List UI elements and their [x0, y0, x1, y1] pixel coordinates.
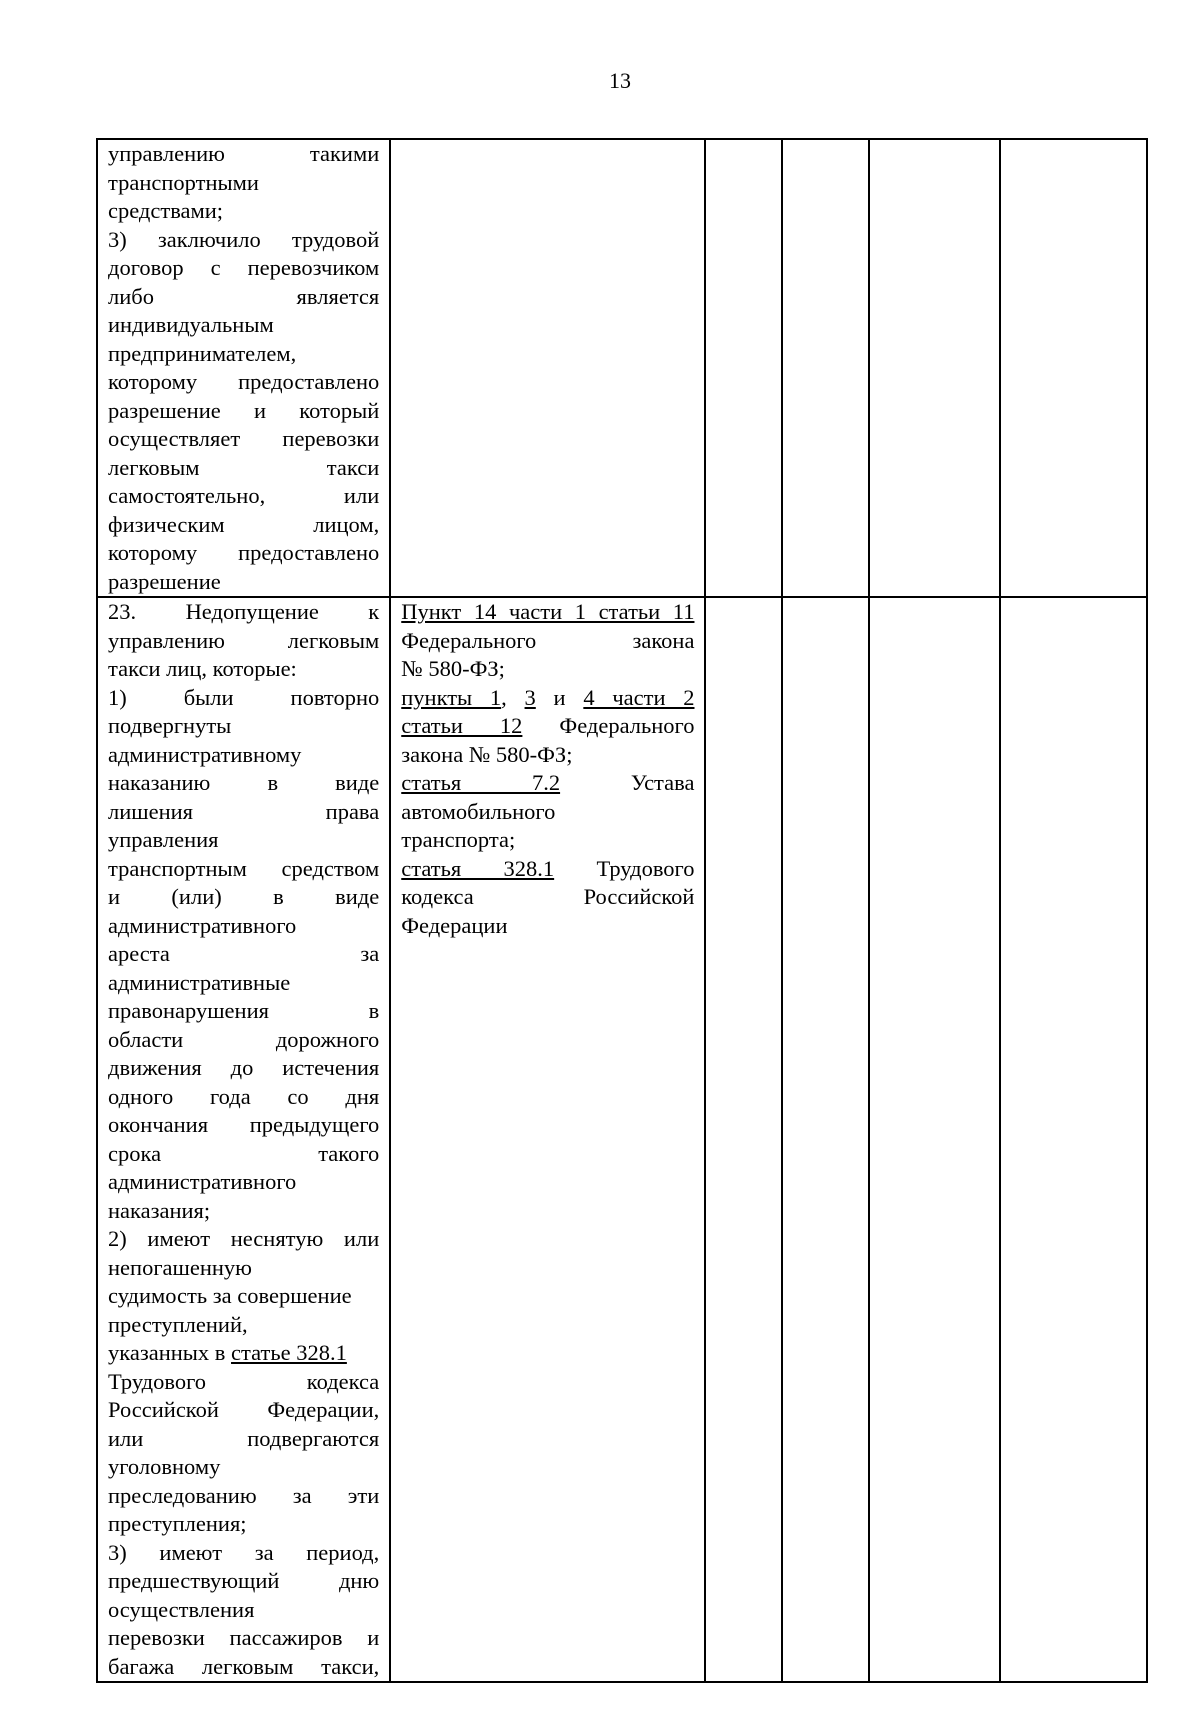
reference-line — [401, 798, 694, 827]
requirement-line-text: преследованию за эти — [108, 1482, 380, 1508]
requirement-line-text: движения до истечения — [108, 1055, 380, 1080]
reference-text-part: автомобильного — [401, 798, 556, 824]
requirement-line — [108, 1653, 379, 1682]
reference-line — [401, 883, 694, 912]
requirement-line-text: предшествующий дню — [108, 1568, 380, 1593]
requirement-line-text: либо является — [108, 283, 380, 309]
requirement-line — [108, 511, 379, 540]
requirement-line-text: управления — [108, 827, 219, 852]
requirement-line — [108, 1482, 379, 1511]
requirement-line — [108, 769, 379, 798]
requirement-line-text: багажа легковым такси, — [108, 1653, 380, 1679]
requirement-line — [108, 1596, 379, 1625]
requirement-text — [108, 140, 379, 596]
requirement-line — [108, 254, 379, 283]
requirement-line-text: самостоятельно, или — [108, 483, 380, 508]
requirement-line-text: осуществляет перевозки — [108, 426, 380, 451]
requirement-line-text: 3) заключило трудовой — [108, 226, 380, 252]
requirement-line — [108, 454, 379, 483]
requirement-line-text: одного года со дня — [108, 1083, 380, 1109]
requirement-line-text: управлению легковым — [108, 627, 380, 653]
requirement-line-text: договор с перевозчиком — [108, 255, 380, 280]
requirement-line-text: срока такого — [108, 1140, 380, 1166]
requirement-line — [108, 1425, 379, 1454]
requirement-line-text: административного — [108, 912, 297, 938]
requirement-cell — [97, 597, 390, 1682]
reference-text-part: № 580-ФЗ; — [401, 656, 505, 681]
reference-text-part: Устава — [560, 770, 695, 795]
requirement-text — [108, 598, 379, 1681]
requirement-line — [108, 197, 379, 226]
requirement-line-text: указанных в — [108, 1340, 232, 1365]
requirement-line-text: такси лиц, которые: — [108, 656, 297, 681]
requirement-line — [108, 855, 379, 884]
requirement-line-text: разрешение и который — [108, 397, 380, 423]
empty-cell — [705, 597, 782, 1682]
requirement-line-text: предпринимателем, — [108, 340, 297, 366]
requirement-line — [108, 311, 379, 340]
empty-cell — [1000, 139, 1147, 597]
requirement-line — [108, 798, 379, 827]
requirement-line-text: перевозки пассажиров и — [108, 1625, 380, 1650]
requirement-line-text: 23. Недопущение к — [108, 599, 380, 624]
requirement-line-text: уголовному — [108, 1454, 221, 1479]
empty-cell — [782, 139, 869, 597]
requirement-line-text: или подвергаются — [108, 1425, 380, 1451]
law-reference-link[interactable]: 4 части 2 — [583, 684, 695, 710]
requirement-line — [108, 741, 379, 770]
reference-line — [401, 855, 694, 884]
reference-line — [401, 741, 694, 770]
law-reference-link[interactable]: пункты 1 — [401, 684, 502, 710]
requirement-line — [108, 1510, 379, 1539]
requirement-line — [108, 568, 379, 597]
reference-text-part: закона № 580-ФЗ; — [401, 741, 573, 767]
requirement-line — [108, 283, 379, 312]
requirement-line-text: правонарушения в — [108, 998, 380, 1023]
reference-text-part: , — [501, 684, 525, 710]
requirement-line — [108, 1311, 379, 1340]
requirement-line — [108, 1197, 379, 1226]
law-reference-link[interactable]: статьи 12 — [401, 713, 523, 738]
reference-text — [401, 598, 694, 940]
requirement-line — [108, 1054, 379, 1083]
reference-cell — [390, 597, 705, 1682]
requirement-line-text: области дорожного — [108, 1026, 380, 1052]
requirement-line — [108, 1624, 379, 1653]
law-reference-link[interactable]: статья 328.1 — [401, 855, 555, 881]
requirement-line — [108, 1396, 379, 1425]
requirement-line — [108, 1453, 379, 1482]
requirement-line-text: транспортным средством — [108, 855, 380, 881]
requirement-line — [108, 1282, 379, 1311]
empty-cell — [782, 597, 869, 1682]
empty-cell — [869, 139, 1000, 597]
requirement-line-text: административному — [108, 741, 302, 767]
page-number: 13 — [609, 68, 631, 93]
requirement-line — [108, 997, 379, 1026]
requirement-line-text: 3) имеют за период, — [108, 1539, 380, 1565]
requirement-line-text: административного — [108, 1169, 297, 1194]
reference-text-part: кодекса Российской — [401, 884, 695, 909]
requirement-line — [108, 1111, 379, 1140]
requirement-line-text: и (или) в виде — [108, 884, 380, 909]
requirement-line — [108, 912, 379, 941]
requirement-line-text: 2) имеют неснятую или — [108, 1226, 380, 1251]
requirement-line-text: осуществления — [108, 1596, 255, 1622]
requirement-line — [108, 1368, 379, 1397]
empty-cell — [1000, 597, 1147, 1682]
reference-text-part: Федерации — [401, 912, 508, 938]
requirement-line — [108, 1168, 379, 1197]
requirement-line — [108, 1140, 379, 1169]
requirement-line-text: судимость за совершение — [108, 1283, 352, 1308]
requirement-line — [108, 684, 379, 713]
requirement-line-text: средствами; — [108, 198, 224, 223]
reference-line — [401, 912, 694, 941]
requirement-line-text: транспортными — [108, 169, 259, 195]
reference-line — [401, 627, 694, 656]
requirement-line — [108, 425, 379, 454]
requirement-line — [108, 340, 379, 369]
requirement-line — [108, 140, 379, 169]
requirement-line-text: Трудового кодекса — [108, 1368, 380, 1394]
reference-text-part: Трудового — [554, 855, 695, 881]
requirement-line — [108, 539, 379, 568]
law-reference-link[interactable]: 3 — [524, 684, 536, 710]
requirement-line — [108, 712, 379, 741]
requirement-line — [108, 883, 379, 912]
table-row — [97, 139, 1147, 597]
table-row — [97, 597, 1147, 1682]
requirement-line-text: непогашенную — [108, 1254, 252, 1280]
requirement-line — [108, 368, 379, 397]
requirement-line-text: Российской Федерации, — [108, 1397, 380, 1422]
empty-cell — [869, 597, 1000, 1682]
requirements-table — [96, 138, 1148, 1683]
requirement-line-text: подвергнуты — [108, 713, 232, 738]
requirement-line — [108, 169, 379, 198]
requirement-line-text: преступления; — [108, 1511, 247, 1536]
reference-line — [401, 769, 694, 798]
requirement-line — [108, 627, 379, 656]
requirement-cell — [97, 139, 390, 597]
requirement-line — [108, 826, 379, 855]
reference-text-part: Федерального — [522, 713, 695, 738]
requirement-line — [108, 1254, 379, 1283]
requirement-line-text: индивидуальным — [108, 312, 274, 337]
reference-line — [401, 684, 694, 713]
requirement-line-text: физическим лицом, — [108, 511, 380, 537]
requirement-line — [108, 1339, 379, 1368]
reference-text-part: транспорта; — [401, 827, 516, 852]
requirement-line-text: 1) были повторно — [108, 684, 380, 710]
reference-cell — [390, 139, 705, 597]
requirement-line — [108, 1539, 379, 1568]
requirement-line-text: наказания; — [108, 1197, 211, 1223]
requirement-line-text: окончания предыдущего — [108, 1112, 380, 1137]
requirement-line — [108, 1225, 379, 1254]
requirement-line-text: легковым такси — [108, 454, 380, 480]
requirement-line-text: административные — [108, 969, 291, 995]
law-reference-link[interactable]: Пункт 14 части 1 статьи 11 — [401, 599, 695, 624]
requirement-line — [108, 1567, 379, 1596]
requirement-line-text: разрешение — [108, 568, 221, 594]
requirement-line-text: которому предоставлено — [108, 540, 380, 565]
requirement-line — [108, 940, 379, 969]
requirement-line-text: преступлений, — [108, 1311, 248, 1337]
empty-cell — [705, 139, 782, 597]
requirement-line-text: управлению такими — [108, 141, 380, 166]
requirement-line — [108, 1083, 379, 1112]
requirement-line — [108, 969, 379, 998]
requirement-line-text: лишения права — [108, 798, 380, 824]
reference-line — [401, 712, 694, 741]
requirement-line — [108, 655, 379, 684]
requirement-line — [108, 397, 379, 426]
requirement-line — [108, 226, 379, 255]
reference-line — [401, 598, 694, 627]
requirement-line — [108, 598, 379, 627]
reference-line — [401, 826, 694, 855]
reference-text-part: и — [535, 684, 584, 710]
requirement-line-text: которому предоставлено — [108, 369, 380, 394]
requirement-line — [108, 1026, 379, 1055]
law-reference-link[interactable]: статья 7.2 — [401, 770, 561, 795]
reference-line — [401, 655, 694, 684]
requirement-line-text: наказанию в виде — [108, 770, 380, 795]
requirement-line — [108, 482, 379, 511]
reference-text-part: Федерального закона — [401, 627, 695, 653]
law-reference-link[interactable]: статье 328.1 — [231, 1340, 347, 1365]
requirement-line-text: ареста за — [108, 941, 380, 966]
